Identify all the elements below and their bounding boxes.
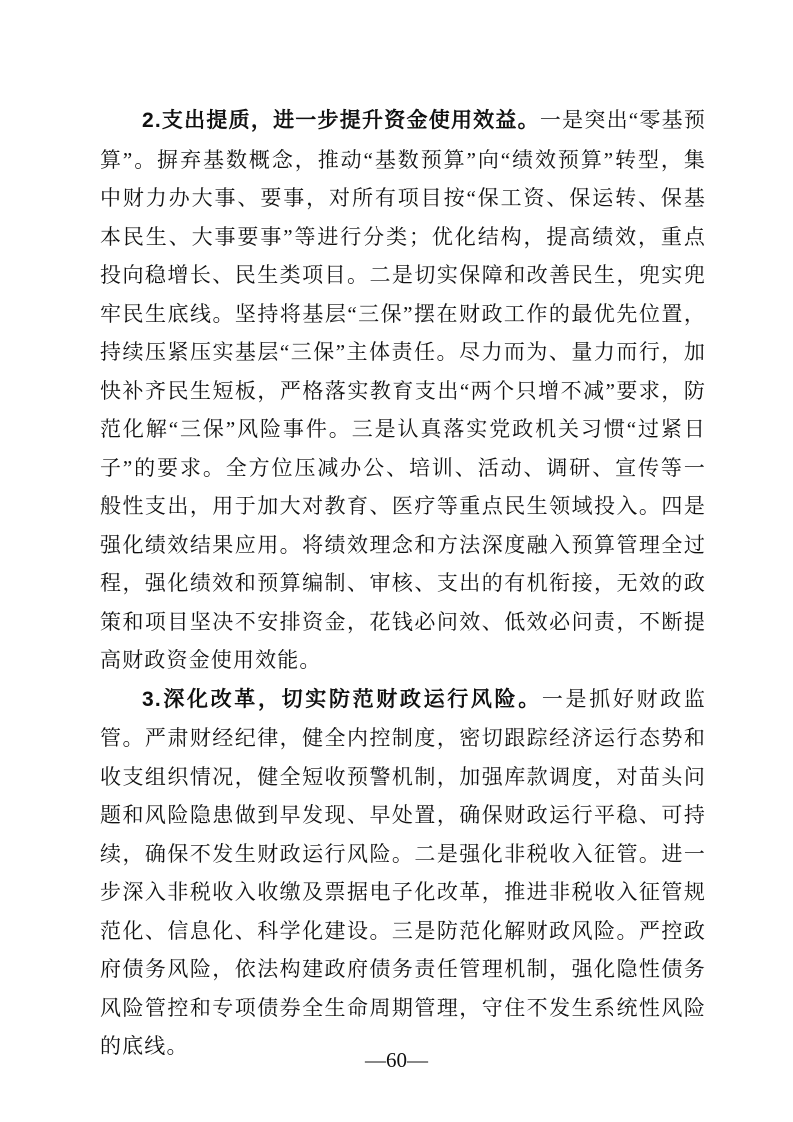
document-body [100,101,706,1066]
paragraph-body: 一是突出“零基预算”。摒弃基数概念，推动“基数预算”向“绩效预算”转型，集中财力办大事、要事，对所有项目按“保工资、保运转、保基本民生、大事要事”等进行分类；优化结构，提高绩效，重点投向稳增长、民生类项目。二是切实保障和改善民生，兜实兜牢民生底线。坚持将基层“三保”摆在财政工作的最优先位置，持续压紧压实基层“三保”主体责任。尽力而为、量力而行，加快补齐民生短板，严格落实教育支出“两个只增不减”要求，防范化解“三保”风险事件。三是认真落实党政机关习惯“过紧日子”的要求。全方位压减办公、培训、活动、调研、宣传等一般性支出，用于加大对教育、医疗等重点民生领域投入。四是强化绩效结果应用。将绩效理念和方法深度融入预算管理全过程，强化绩效和预算编制、审核、支出的有机衔接，无效的政策和项目坚决不安排资金，花钱必问效、低效必问责，不断提高财政资金使用效能。 [100,108,706,672]
paragraph-heading: 2.支出提质，进一步提升资金使用效益。 [142,109,540,132]
page-number: —60— [365,1048,428,1072]
paragraph [100,680,706,1066]
paragraph-heading: 3.深化改革，切实防范财政运行风险。 [142,687,542,711]
paragraph [100,101,706,680]
paragraph-body: 一是抓好财政监管。严肃财经纪律，健全内控制度，密切跟踪经济运行态势和收支组织情况，健全短收预警机制，加强库款调度，对苗头问题和风险隐患做到早发现、早处置，确保财政运行平稳、可持续，确保不发生财政运行风险。二是强化非税收入征管。进一步深入非税收入收缴及票据电子化改革，推进非税收入征管规范化、信息化、科学化建设。三是防范化解财政风险。严控政府债务风险，依法构建政府债务责任管理机制，强化隐性债务风险管控和专项债券全生命周期管理，守住不发生系统性风险的底线。 [100,686,706,1058]
